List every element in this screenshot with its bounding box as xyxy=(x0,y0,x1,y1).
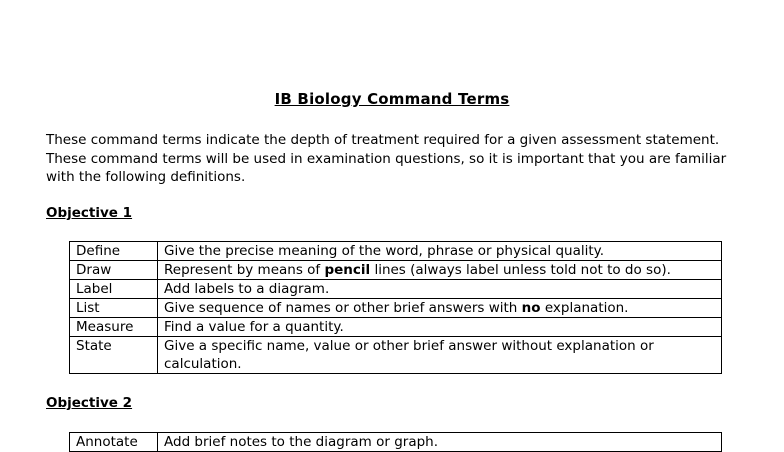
term-cell: Label xyxy=(70,280,158,299)
definition-text: Represent by means of xyxy=(164,262,325,278)
definition-cell xyxy=(158,337,722,374)
objective-1-table xyxy=(69,241,722,374)
definition-cell xyxy=(158,318,722,337)
definition-cell xyxy=(158,261,722,280)
definition-cell xyxy=(158,280,722,299)
definition-text: explanation. xyxy=(540,300,629,316)
table-row xyxy=(70,299,722,318)
table-row xyxy=(70,261,722,280)
table-row xyxy=(70,280,722,299)
definition-emphasis: no xyxy=(521,300,541,316)
objective-1-heading: Objective 1 xyxy=(46,205,133,221)
table-row xyxy=(70,318,722,337)
term-cell: Measure xyxy=(70,318,158,337)
definition-text: Give a specific name, value or other brief answer without explanation or calculation. xyxy=(164,338,654,372)
intro-line: These command terms indicate the depth of treatment required for a given assessment statement. xyxy=(46,132,720,148)
document-title: IB Biology Command Terms xyxy=(274,90,510,108)
definition-text: Find a value for a quantity. xyxy=(164,319,344,335)
term-cell: Annotate xyxy=(70,433,158,452)
definition-text: Give sequence of names or other brief answers with xyxy=(164,300,522,316)
objective-2-heading: Objective 2 xyxy=(46,395,133,411)
table-row xyxy=(70,433,722,452)
term-cell: Define xyxy=(70,242,158,261)
definition-cell xyxy=(158,299,722,318)
intro-line: These command terms will be used in examination questions, so it is important that you are familiar xyxy=(46,150,727,167)
intro-paragraph xyxy=(46,131,746,187)
definition-emphasis: pencil xyxy=(324,262,371,278)
definition-cell xyxy=(158,242,722,261)
definition-text: lines (always label unless told not to do so). xyxy=(370,262,671,278)
definition-text: Add brief notes to the diagram or graph. xyxy=(164,434,439,450)
term-cell: State xyxy=(70,337,158,374)
definition-text: Give the precise meaning of the word, phrase or physical quality. xyxy=(164,243,605,259)
definition-cell xyxy=(158,433,722,452)
term-cell: Draw xyxy=(70,261,158,280)
objective-2-table xyxy=(69,432,722,452)
table-row xyxy=(70,242,722,261)
intro-line: with the following definitions. xyxy=(46,169,246,185)
term-cell: List xyxy=(70,299,158,318)
table-row xyxy=(70,337,722,374)
definition-text: Add labels to a diagram. xyxy=(164,281,330,297)
